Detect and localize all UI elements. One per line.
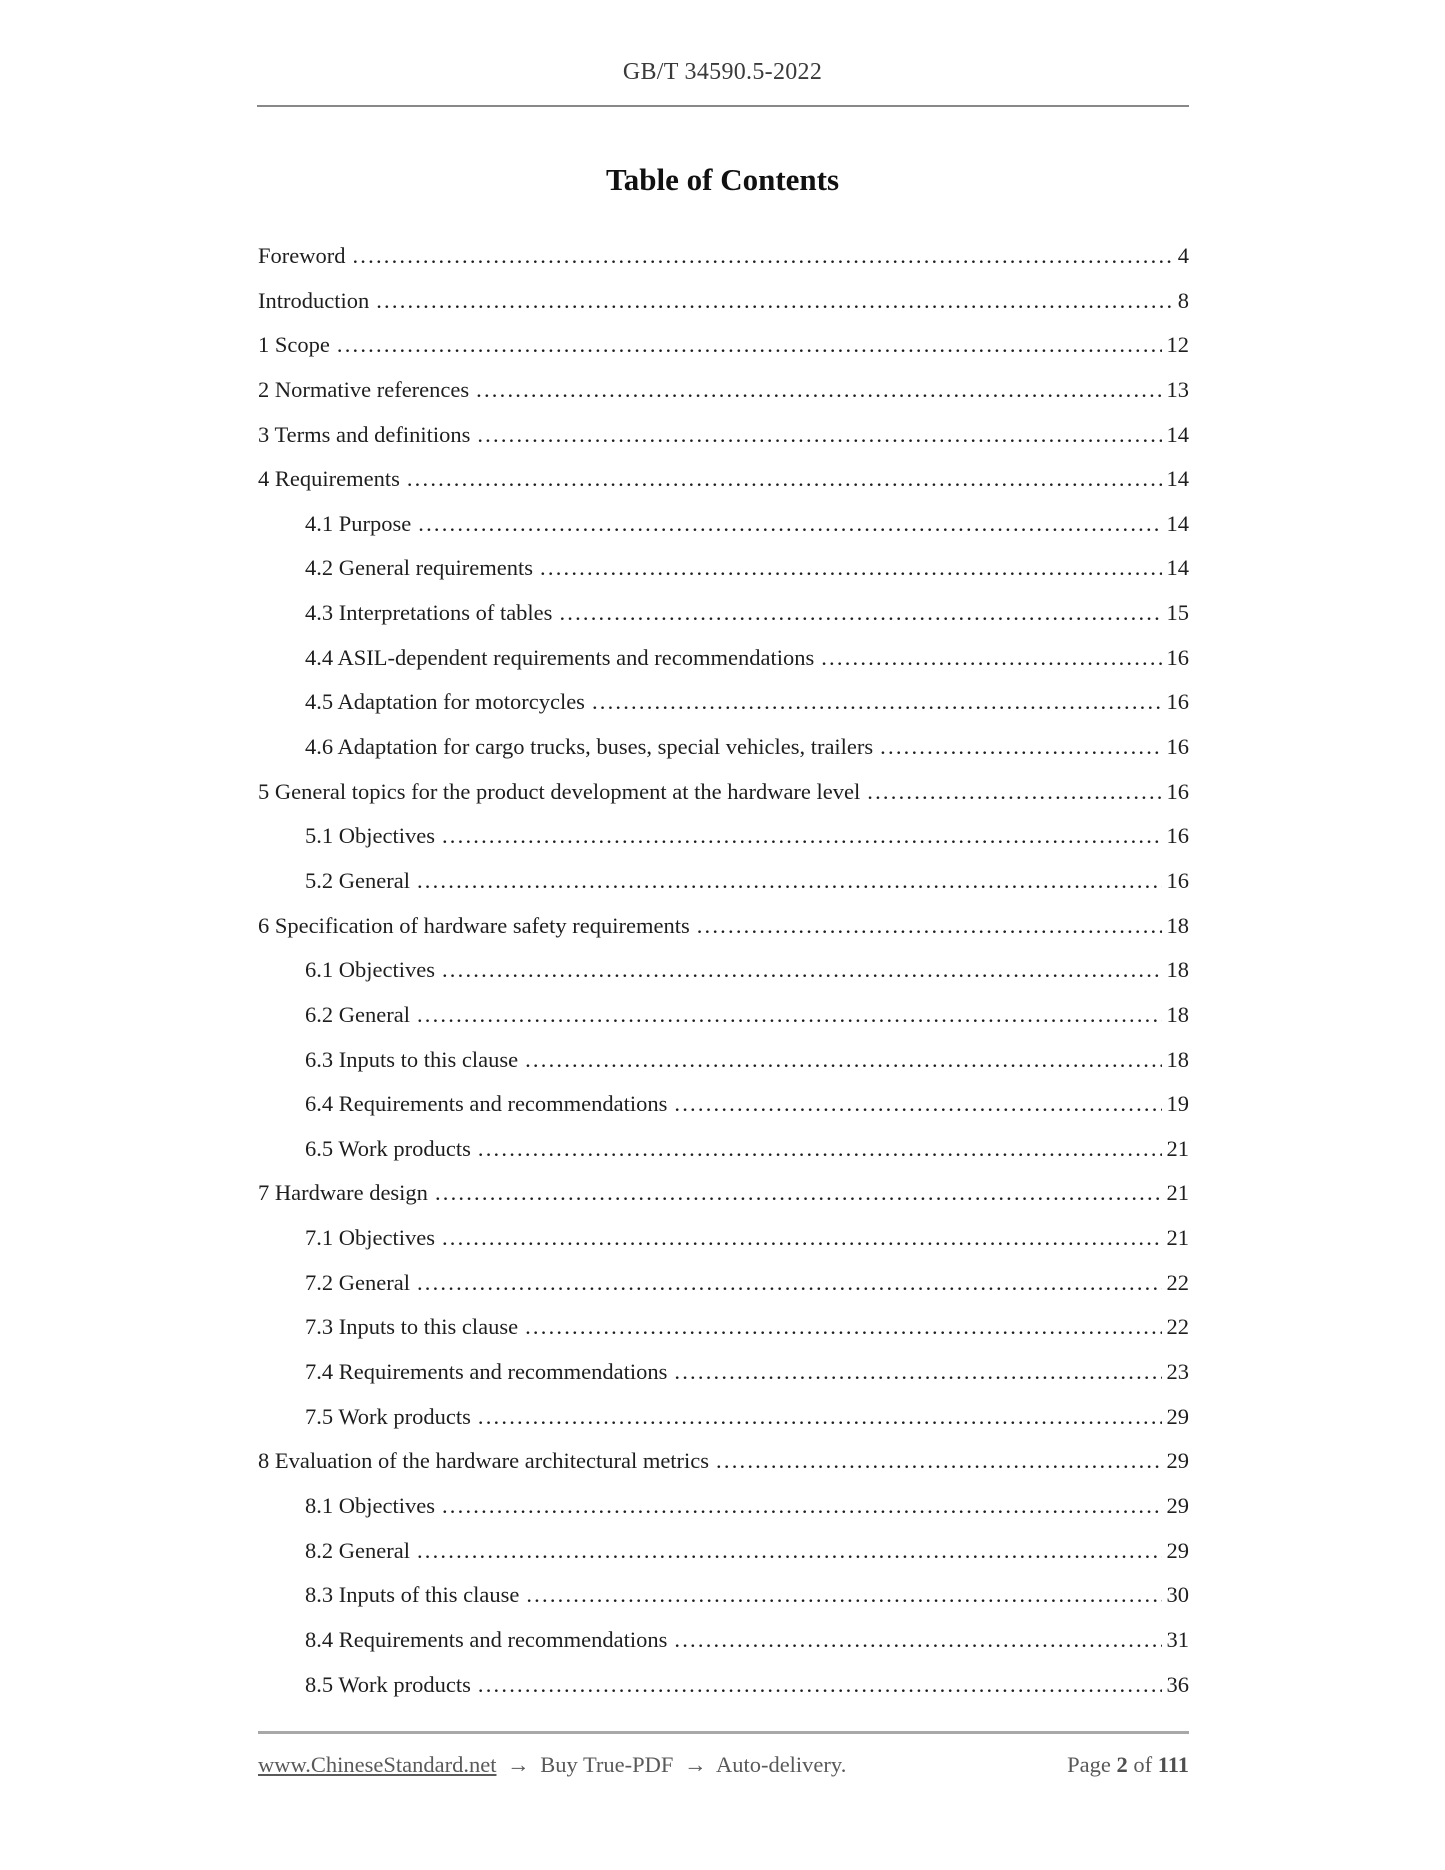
toc-entry [258,1261,1189,1306]
footer-rule [258,1731,1189,1734]
toc-entry [258,1305,1189,1350]
toc-entry [258,1484,1189,1529]
toc-entry [258,859,1189,904]
toc-entry-page: 18 [1166,1001,1189,1027]
toc-entry [258,1439,1189,1484]
right-arrow-icon: → [684,1752,707,1777]
toc-entry-page: 8 [1177,287,1189,313]
toc-entry [258,546,1189,591]
footer-delivery-text: Auto-delivery. [715,1752,847,1777]
toc-leader-dots [867,770,1161,815]
toc-entry-page: 12 [1166,332,1189,358]
toc-entry-label: 5.2 General [305,867,410,893]
toc-entry [258,993,1189,1038]
toc-entry-page: 21 [1166,1180,1189,1206]
toc-leader-dots [418,502,1161,547]
toc-entry-label: Introduction [258,287,370,313]
toc-entry-label: 6.3 Inputs to this clause [305,1046,519,1072]
toc-entry [258,1216,1189,1261]
toc-entry-page: 14 [1166,555,1189,581]
toc-entry-page: 16 [1166,823,1189,849]
toc-entry-label: 7.1 Objectives [305,1225,435,1251]
toc-leader-dots [417,1529,1162,1574]
toc-entry-label: 8.5 Work products [305,1671,471,1697]
toc-leader-dots [442,814,1162,859]
toc-entry-page: 29 [1166,1448,1189,1474]
footer-site-link[interactable]: www.ChineseStandard.net [258,1752,497,1777]
toc-entry [258,680,1189,725]
toc-entry [258,1171,1189,1216]
toc-leader-dots [526,1573,1161,1618]
toc-leader-dots [559,591,1161,636]
toc-entry-label: 4.5 Adaptation for motorcycles [305,689,585,715]
toc-entry-page: 18 [1166,912,1189,938]
toc-leader-dots [376,279,1173,324]
toc-leader-dots [476,368,1161,413]
toc-leader-dots [478,1663,1162,1708]
toc-leader-dots [525,1038,1161,1083]
toc-leader-dots [442,1216,1162,1261]
toc-entry [258,234,1189,279]
toc-entry-page: 14 [1166,466,1189,492]
toc-entry-label: 6 Specification of hardware safety requirements [258,912,690,938]
toc-entry-label: 7.5 Work products [305,1403,471,1429]
table-of-contents [258,234,1189,1707]
toc-leader-dots [337,323,1162,368]
toc-entry-page: 31 [1166,1626,1189,1652]
toc-entry-page: 19 [1166,1091,1189,1117]
toc-entry-label: 6.5 Work products [305,1135,471,1161]
toc-leader-dots [417,859,1162,904]
toc-entry-page: 29 [1166,1492,1189,1518]
toc-entry [258,1395,1189,1440]
toc-entry-label: 8.2 General [305,1537,410,1563]
toc-entry-label: 5.1 Objectives [305,823,435,849]
toc-leader-dots [407,457,1162,502]
toc-entry-page: 15 [1166,600,1189,626]
toc-entry-label: 7 Hardware design [258,1180,428,1206]
toc-entry-label: 4.2 General requirements [305,555,534,581]
toc-entry-label: 3 Terms and definitions [258,421,471,447]
toc-entry-label: 8.3 Inputs of this clause [305,1582,520,1608]
toc-entry-page: 16 [1166,778,1189,804]
right-arrow-icon: → [507,1752,530,1777]
toc-entry-label: 2 Normative references [258,376,470,402]
toc-entry-label: 5 General topics for the product development at the hardware level [258,778,861,804]
footer-left [258,1750,846,1779]
toc-leader-dots [478,1127,1162,1172]
toc-entry-page: 4 [1177,243,1189,268]
toc-entry [258,457,1189,502]
toc-leader-dots [525,1305,1161,1350]
toc-entry [258,948,1189,993]
toc-entry-page: 22 [1166,1269,1189,1295]
toc-entry-label: 4.1 Purpose [305,510,412,536]
toc-entry-label: 7.3 Inputs to this clause [305,1314,519,1340]
toc-entry [258,770,1189,815]
toc-entry [258,636,1189,681]
page-indicator [1067,1750,1189,1779]
toc-entry-label: 4.3 Interpretations of tables [305,600,553,626]
toc-entry [258,502,1189,547]
toc-entry [258,279,1189,324]
toc-entry-page: 16 [1166,689,1189,715]
toc-entry-label: 6.4 Requirements and recommendations [305,1091,668,1117]
toc-entry-label: 4.6 Adaptation for cargo trucks, buses, special vehicles, trailers [305,734,874,760]
toc-leader-dots [352,234,1172,279]
toc-entry-page: 16 [1166,644,1189,670]
toc-entry [258,1082,1189,1127]
toc-entry [258,323,1189,368]
toc-leader-dots [477,413,1161,458]
toc-entry-label: 8.1 Objectives [305,1492,435,1518]
toc-entry-page: 18 [1166,1046,1189,1072]
toc-entry-label: 1 Scope [258,332,330,358]
toc-entry-label: 4.4 ASIL-dependent requirements and recommendations [305,644,815,670]
toc-leader-dots [442,1484,1162,1529]
toc-entry-page: 14 [1166,510,1189,536]
toc-leader-dots [716,1439,1161,1484]
toc-entry-label: 7.2 General [305,1269,410,1295]
page-title: Table of Contents [605,162,840,197]
toc-entry-label: 6.1 Objectives [305,957,435,983]
toc-entry-page: 22 [1166,1314,1189,1340]
toc-entry [258,368,1189,413]
toc-leader-dots [674,1618,1161,1663]
toc-entry [258,1350,1189,1395]
toc-leader-dots [478,1395,1162,1440]
toc-entry [258,904,1189,949]
toc-entry [258,1573,1189,1618]
toc-entry [258,1529,1189,1574]
page-footer [258,1750,1189,1779]
toc-entry-label: 4 Requirements [258,466,400,492]
toc-entry [258,1038,1189,1083]
toc-entry-page: 14 [1166,421,1189,447]
page-current-number: 2 [1116,1752,1128,1777]
footer-buy-text: Buy True-PDF [540,1752,674,1777]
toc-entry [258,413,1189,458]
toc-entry-page: 16 [1166,867,1189,893]
toc-entry [258,1663,1189,1708]
toc-leader-dots [540,546,1161,591]
toc-entry-page: 13 [1166,376,1189,402]
toc-leader-dots [592,680,1162,725]
header-doc-number: GB/T 34590.5-2022 [622,59,823,85]
toc-leader-dots [821,636,1161,681]
toc-leader-dots [674,1350,1161,1395]
toc-entry-page: 21 [1166,1135,1189,1161]
toc-leader-dots [417,1261,1162,1306]
toc-entry-page: 23 [1166,1359,1189,1385]
toc-leader-dots [417,993,1162,1038]
toc-entry-page: 29 [1166,1537,1189,1563]
toc-entry-page: 36 [1166,1671,1189,1697]
toc-entry-page: 16 [1166,734,1189,760]
toc-entry [258,814,1189,859]
toc-entry-label: 8.4 Requirements and recommendations [305,1626,668,1652]
toc-entry [258,1127,1189,1172]
toc-entry [258,1618,1189,1663]
toc-entry [258,591,1189,636]
toc-entry-page: 18 [1166,957,1189,983]
toc-leader-dots [674,1082,1161,1127]
header-rule [257,105,1189,107]
toc-entry [258,725,1189,770]
toc-leader-dots [435,1171,1162,1216]
toc-leader-dots [442,948,1162,993]
toc-entry-page: 30 [1166,1582,1189,1608]
toc-leader-dots [880,725,1161,770]
of-word: of [1133,1752,1153,1777]
page-total-number: 111 [1157,1752,1189,1777]
toc-entry-page: 29 [1166,1403,1189,1429]
toc-entry-label: Foreword [258,243,346,268]
page-word: Page [1067,1752,1111,1777]
toc-entry-label: 6.2 General [305,1001,410,1027]
toc-entry-label: 8 Evaluation of the hardware architectural metrics [258,1448,710,1474]
toc-entry-page: 21 [1166,1225,1189,1251]
toc-leader-dots [697,904,1162,949]
toc-entry-label: 7.4 Requirements and recommendations [305,1359,668,1385]
